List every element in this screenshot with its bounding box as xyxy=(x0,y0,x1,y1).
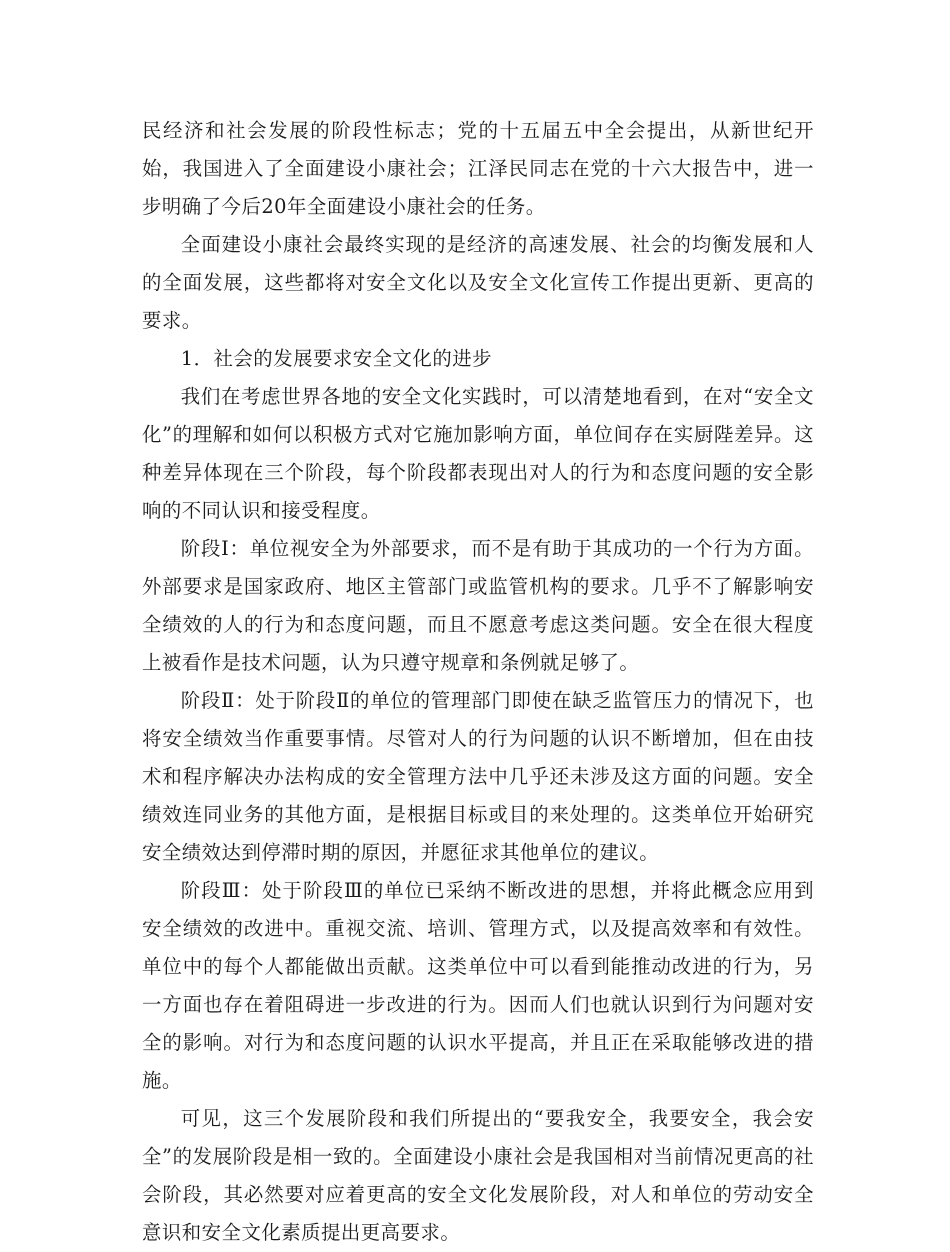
section-heading: 1．社会的发展要求安全文化的进步 xyxy=(180,347,492,370)
paragraph-stage-3: 阶段Ⅲ：处于阶段Ⅲ的单位已采纳不断改进的思想，并将此概念应用到安全绩效的改进中。重视交流、培训、管理方式，以及提高效率和有效性。单位中的每个人都能做出贡献。这类单位中可以看到能推动改进的行为，另一方面也存在着阻碍进一步改进的行为。因而人们也就认识到行为问题对安全的影响。对行为和态度问题的认识水平提高，并且正在采取能够改进的措施。 xyxy=(142,879,814,1092)
paragraph-conclusion: 可见，这三个发展阶段和我们所提出的“要我安全，我要安全，我会安全”的发展阶段是相一致的。全面建设小康社会是我国相对当前情况更高的社会阶段，其必然要对应着更高的安全文化发展阶段，对人和单位的劳动安全意识和安全文化素质提出更高要求。 xyxy=(142,1107,814,1244)
paragraph: 我们在考虑世界各地的安全文化实践时，可以清楚地看到，在对“安全文化”的理解和如何以积极方式对它施加影响方面，单位间存在实厨陛差异。这种差异体现在三个阶段，每个阶段都表现出对人的行为和态度问题的安全影响的不同认识和接受程度。 xyxy=(142,385,814,522)
paragraph-stage-2: 阶段Ⅱ：处于阶段Ⅱ的单位的管理部门即使在缺乏监管压力的情况下，也将安全绩效当作重要事情。尽管对人的行为问题的认识不断增加，但在由技术和程序解决办法构成的安全管理方法中几乎还未涉及这方面的问题。安全绩效连同业务的其他方面，是根据目标或目的来处理的。这类单位开始研究安全绩效达到停滞时期的原因，并愿征求其他单位的建议。 xyxy=(142,689,814,864)
document-body xyxy=(142,112,814,1252)
paragraph-continuation: 民经济和社会发展的阶段性标志；党的十五届五中全会提出，从新世纪开始，我国进入了全面建设小康社会；江泽民同志在党的十六大报告中，进一步明确了今后20年全面建设小康社会的任务。 xyxy=(142,119,814,218)
paragraph-stage-1: 阶段Ⅰ：单位视安全为外部要求，而不是有助于其成功的一个行为方面。外部要求是国家政府、地区主管部门或监管机构的要求。几乎不了解影响安全绩效的人的行为和态度问题，而且不愿意考虑这类问题。安全在很大程度上被看作是技术问题，认为只遵守规章和条例就足够了。 xyxy=(142,537,814,674)
paragraph: 全面建设小康社会最终实现的是经济的高速发展、社会的均衡发展和人的全面发展，这些都将对安全文化以及安全文化宣传工作提出更新、更高的要求。 xyxy=(142,233,814,332)
